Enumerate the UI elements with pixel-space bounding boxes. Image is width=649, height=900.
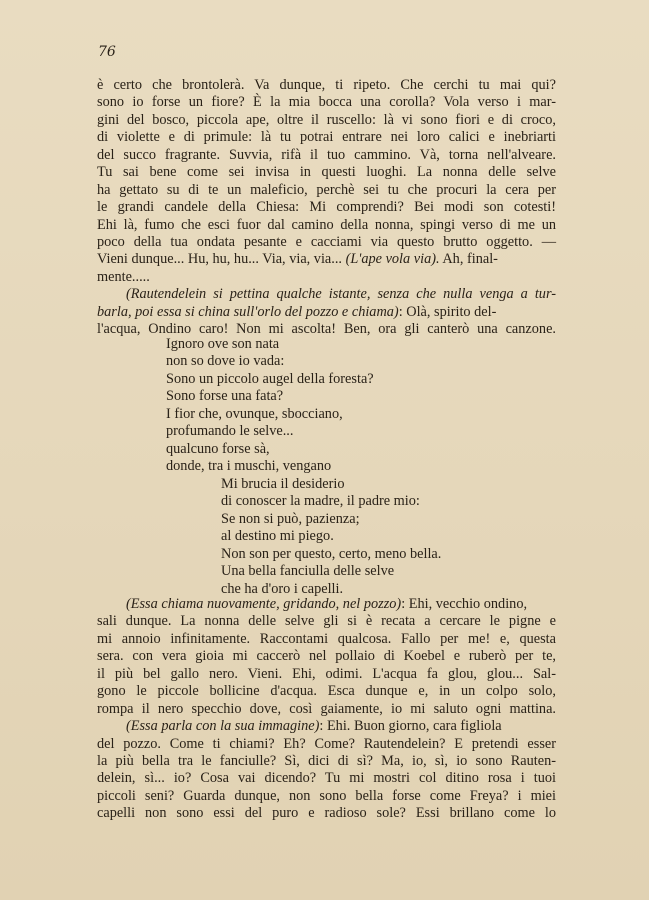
- text-fragment: Ah, final-: [439, 251, 498, 268]
- stage-direction: (Rautendelein si pettina qualche istante, senza che nulla venga a tur-: [126, 286, 556, 303]
- text-line: sali dunque. La nonna delle selve gli si è recata a cercare le pigne e: [97, 613, 556, 630]
- verse-line: Mi brucia il desiderio: [221, 476, 345, 492]
- verse-line: non so dove io vada:: [166, 353, 285, 370]
- text-fragment: : Ehi, vecchio ondino,: [401, 596, 528, 612]
- verse-line: che ha d'oro i capelli.: [221, 580, 344, 597]
- verse-line: Una bella fanciulla delle selve: [221, 563, 395, 580]
- text-line: Ehi là, fumo che esci fuor dal camino della nonna, spingi verso di me un: [97, 216, 556, 233]
- text-line: sera. con vera gioia mi caccerò nel pollaio di Koebel e ruberò per te,: [97, 648, 556, 665]
- text-line: di violette e di primule: là tu potrai entrare nei loro calici e inebriarti: [97, 129, 556, 146]
- text-line: [97, 718, 556, 735]
- text-line: del pozzo. Come ti chiami? Eh? Come? Rautendelein? E pretendi esser: [97, 735, 556, 752]
- stage-direction: (Essa chiama nuovamente, gridando, nel pozzo): [126, 596, 402, 612]
- verse-line: Non son per questo, certo, meno bella.: [221, 545, 442, 562]
- text-line: gini del bosco, piccola ape, oltre il ruscello: là vi sono fiori e di croco,: [97, 111, 556, 128]
- text-line: le grandi candele della Chiesa: Mi comprendi? Bei modi son cotesti!: [97, 199, 556, 216]
- stage-direction: barla, poi essa si china sull'orlo del pozzo e chiama): [97, 303, 399, 320]
- verse-line: Se non si può, pazienza;: [221, 510, 360, 527]
- verse-stanza-2: [221, 476, 441, 598]
- text-line: è certo che brontolerà. Va dunque, ti ripeto. Che cerchi tu mai qui?: [97, 77, 556, 93]
- verse-line: profumando le selve...: [166, 423, 294, 440]
- verse-line: Ignoro ove son nata: [166, 336, 280, 352]
- stage-direction: (Essa parla con la sua immagine): [126, 718, 320, 735]
- verse-line: Sono un piccolo augel della foresta?: [166, 370, 374, 387]
- prose-block-2: [97, 596, 556, 823]
- text-fragment: : Ehi. Buon giorno, cara figliola: [319, 718, 502, 735]
- verse-line: di conoscer la madre, il padre mio:: [221, 493, 420, 510]
- verse-line: al destino mi piego.: [221, 528, 334, 545]
- text-line: sono io forse un fiore? È la mia bocca una corolla? Vola verso i mar-: [97, 94, 556, 111]
- text-line: il più bel gallo nero. Vieni. Ehi, odimi. L'acqua fa glou, glou... Sal-: [97, 665, 556, 682]
- verse-line: Sono forse una fata?: [166, 388, 284, 405]
- text-fragment: : Olà, spirito del-: [398, 303, 497, 320]
- prose-block-1: [97, 77, 556, 339]
- text-line: del succo fragrante. Suvvia, rifà il tuo cammino. Và, torna nell'alveare.: [97, 146, 556, 163]
- text-line: gono le piccole bollicine d'acqua. Esca dunque e, in un colpo solo,: [97, 683, 556, 700]
- text-line: Tu sai bene come sei invisa in questi luoghi. La nonna delle selve: [97, 164, 556, 181]
- verse-line: I fior che, ovunque, sbocciano,: [166, 405, 343, 422]
- text-line: la più bella tra le fanciulle? Sì, dici di sì? Ma, io, sì, io sono Rauten-: [97, 752, 556, 769]
- text-line: rompa il nero specchio dove, così gaiamente, io mi saluto ogni mattina.: [97, 700, 556, 717]
- verse-stanza-1: [166, 336, 374, 476]
- verse-line: qualcuno forse sà,: [166, 440, 270, 457]
- verse-line: donde, tra i muschi, vengano: [166, 458, 332, 475]
- text-line: [97, 251, 556, 268]
- text-line: mi annoio infinitamente. Raccontami qualcosa. Fallo per me! e, questa: [97, 630, 556, 647]
- text-line: capelli non sono essi del puro e radioso sole? Essi brillano come lo: [97, 805, 556, 822]
- text-fragment: Vieni dunque... Hu, hu, hu... Via, via, via...: [97, 251, 346, 268]
- text-line: [97, 304, 556, 321]
- stage-direction: (L'ape vola via).: [345, 251, 440, 268]
- text-line: mente.....: [97, 268, 150, 285]
- text-line: [97, 596, 556, 613]
- text-line: ha gettato su di te un maleficio, perchè sei tu che procuri la cera per: [97, 181, 556, 198]
- text-line: l'acqua, Ondino caro! Non mi ascolta! Ben, ora gli canterò una canzone.: [97, 321, 556, 338]
- text-line: poco della tua ondata pesante e cacciami via questo brutto oggetto. —: [97, 233, 556, 250]
- text-line: delein, sì... io? Cosa vai dicendo? Tu mi mostri col ditino rosa i tuoi: [97, 770, 556, 787]
- page-number: 76: [98, 44, 116, 60]
- text-line: piccoli seni? Guarda dunque, non sono bella forse come Freya? i miei: [97, 787, 556, 804]
